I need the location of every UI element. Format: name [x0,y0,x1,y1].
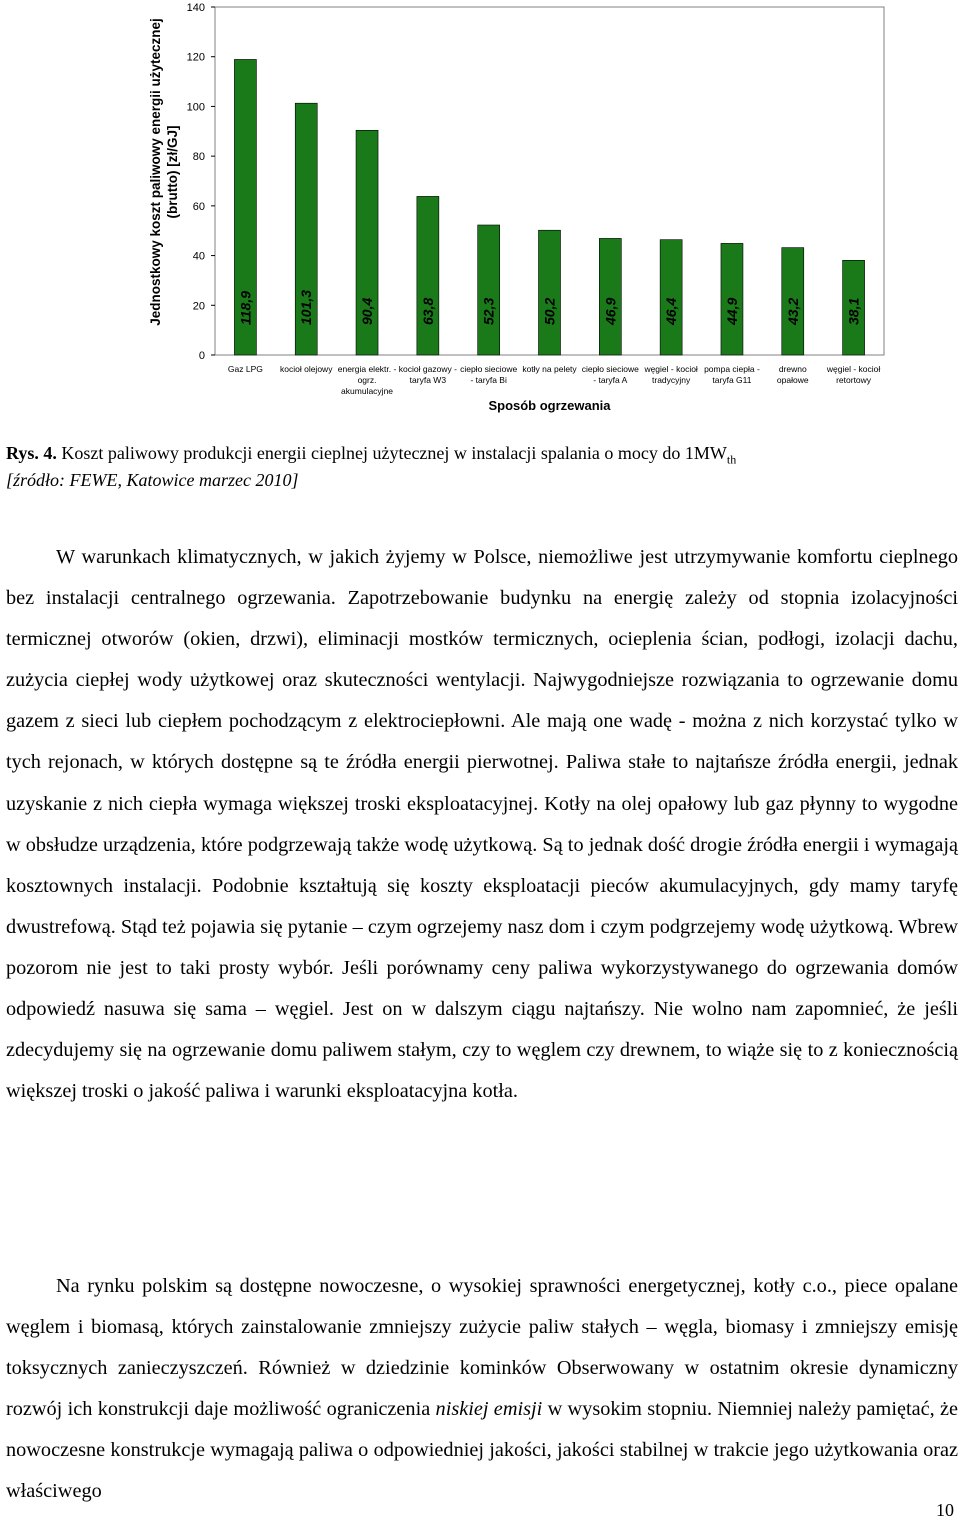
bar-value-label: 101,3 [298,289,315,325]
y-tick-label: 60 [192,200,205,213]
bar [478,225,500,355]
x-category-label: taryfa G11 [712,375,752,385]
x-category-label: akumulacyjne [341,386,394,396]
paragraph-market [6,1266,958,1513]
figure-caption [6,440,956,473]
caption-subscript: th [726,452,737,467]
y-tick-label: 0 [198,350,205,362]
x-category-label: drewno [778,364,807,374]
paragraph-heating: W warunkach klimatycznych, w jakich żyjemy w Polsce, niemożliwe jest utrzymywanie komfortu cieplnego bez instalacji centralnego ogrzewania. Zapotrzebowanie budynku na energię zależy od stopnia izolacyjności termicznej otworów (okien, drzwi), eliminacji mostków termicznych, ocieplenia ścian, podłogi, izolacji dachu, zużycia ciepłej wody użytkowej oraz skuteczności wentylacji. Najwygodniejsze rozwiązania to ogrzewanie domu gazem z sieci lub ciepłem pochodzącym z elektrociepłowni. Ale mają one wadę - można z nich korzystać tylko w tych rejonach, w których dostępne są te źródła energii pierwotnej. Paliwa stałe to najtańsze źródła energii, jednak uzyskanie z nich ciepła wymaga większej troski eksploatacyjnej. Kotły na olej opałowy lub gaz płynny to wygodne w obsłudze urządzenia, które podgrzewają także wodę użytkową. Są to jednak dość drogie źródła energii i wymagają kosztownych instalacji. Podobnie kształtują się koszty eksploatacji pieców akumulacyjnych, gdy mamy taryfę dwustrefową. Stąd też pojawia się pytanie – czym ogrzejemy nasz dom i czym podgrzejemy wodę użytkową. Wbrew pozorom nie jest to taki prosty wybór. Jeśli porównamy ceny paliwa wykorzystywanego do ogrzewania domów odpowiedź nasuwa się sama – węgiel. Jest on w dalszym ciągu najtańszy. Nie wolno nam zapomnieć, że jeśli zdecydujemy się na ogrzewanie domu paliwem stałym, czy to węglem czy drewnem, to wiąże się to z koniecznością większej troski o jakość paliwa i warunki eksploatacyjna kotła. [6,546,958,1103]
x-category-label: taryfa W3 [409,375,447,385]
bar-value-label: 38,1 [845,297,862,325]
bar [599,238,621,355]
bar-value-label: 118,9 [237,291,254,325]
bar-value-label: 63,8 [419,297,436,325]
x-category-label: retortowy [836,375,872,385]
x-category-label: ogrz. [357,375,377,385]
y-axis-title-line2: (brutto) [zł/GJ] [165,125,180,219]
caption-text: Koszt paliwowy produkcji energii cieplnej użytecznej w instalacji spalania o mocy do 1MW [56,443,727,463]
x-category-label: Gaz LPG [227,364,263,374]
x-category-label: energia elektr. - [337,364,397,374]
bar-chart [0,0,960,430]
paragraph-market-italic: niskiej emisji [435,1398,543,1421]
paragraph-market-before: Na rynku polskim są dostępne nowoczesne, o wysokiej sprawności energetycznej, kotły c.o., piece opalane węglem i biomasą, których zainstalowanie zmniejszy zużycie paliw stałych – węgla, biomasy i zmniejszy emisję toksycznych zanieczyszczeń. Również w dziedzinie kominków Obserwowany w ostatnim okresie dynamiczny rozwój ich konstrukcji daje możliwość ograniczenia [6,1275,958,1421]
bar-value-label: 46,4 [663,297,680,325]
chart-svg [0,0,960,430]
x-category-label: pompa ciepła - [704,364,760,374]
bar [417,196,439,355]
x-category-label: - taryfa A [593,375,628,385]
x-category-label: kotły na pelety [522,364,577,374]
bar-value-label: 90,4 [359,297,376,325]
x-category-label: tradycyjny [652,375,691,385]
y-tick-label: 80 [192,151,205,164]
bar [660,240,682,355]
x-category-label: kocioł gazowy - [398,364,457,374]
y-tick-label: 100 [186,101,205,114]
page-number: 10 [936,1500,954,1520]
bar-value-label: 50,2 [541,297,558,325]
x-category-label: ciepło sieciowe [581,364,639,374]
x-category-label: węgiel - kocioł [644,364,698,374]
bar [539,230,561,355]
x-category-label: węgiel - kocioł [826,364,881,374]
x-category-label: opałowe [776,375,809,385]
paragraph-market-after: w wysokim stopniu. Niemniej należy pamiętać, że nowoczesne konstrukcje wymagają paliwa o odpowiedniej jakości, jakości stabilnej w trakcie jego użytkowania oraz właściwego [6,1398,959,1503]
x-axis-title: Sposób ogrzewania [488,398,611,413]
bar-value-label: 43,2 [784,297,801,325]
x-category-label: kocioł olejowy [280,364,333,374]
bar-value-label: 44,9 [723,297,740,325]
x-category-label: - taryfa Bi [470,375,507,385]
y-tick-label: 40 [192,250,205,263]
y-tick-label: 20 [192,300,205,313]
bar-value-label: 46,9 [602,297,619,325]
figure-source: [źródło: FEWE, Katowice marzec 2010] [6,470,299,490]
y-axis-title-line1: Jednostkowy koszt paliwowy energii użytecznej [148,18,163,326]
caption-prefix: Rys. 4. [6,443,57,463]
x-category-label: ciepło sieciowe [460,364,518,374]
bar-value-label: 52,3 [480,297,497,325]
y-tick-label: 140 [186,2,205,14]
y-tick-label: 120 [186,51,205,64]
